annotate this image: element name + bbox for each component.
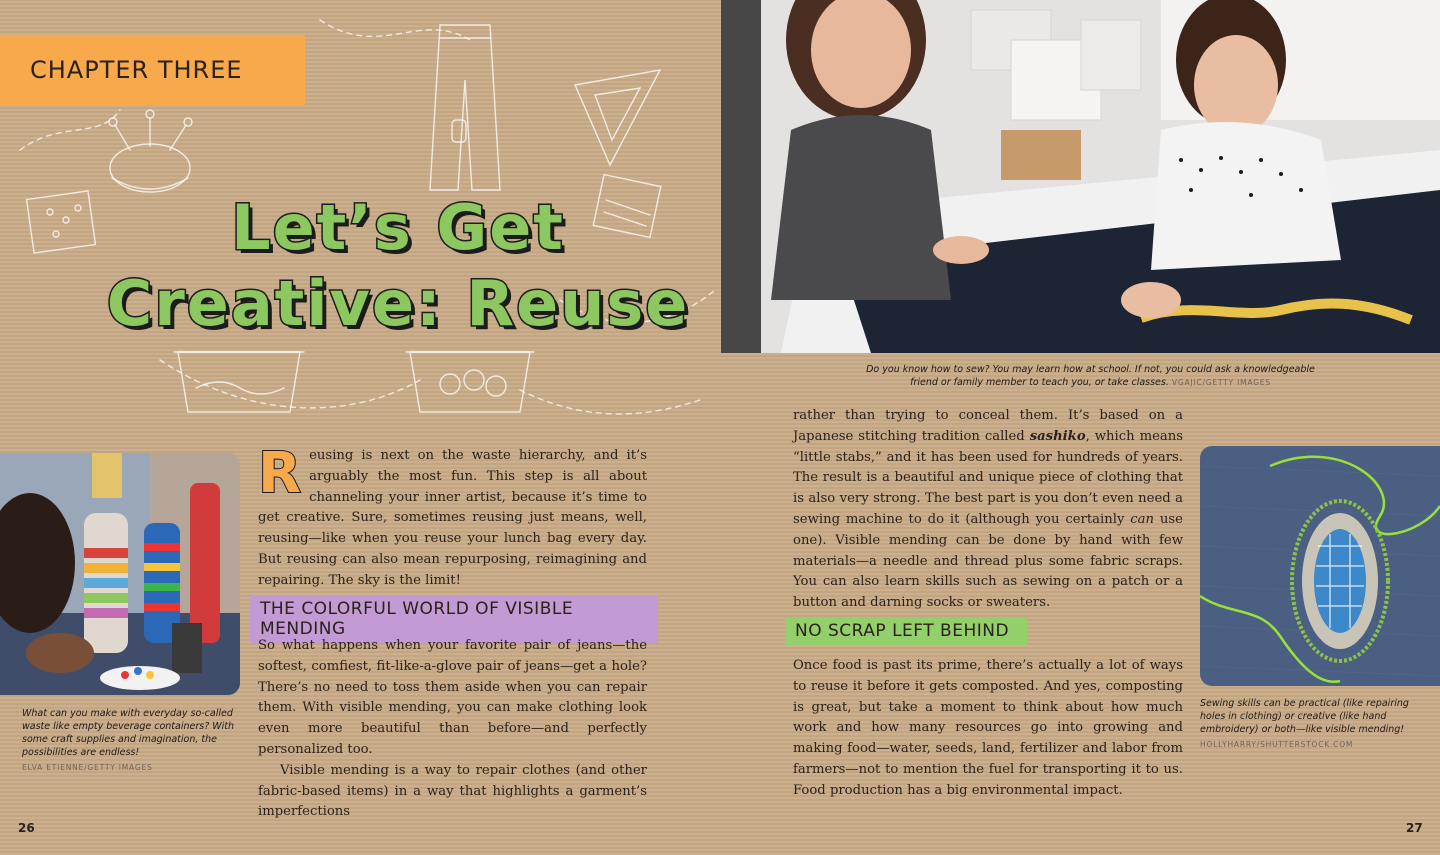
drop-cap: R bbox=[258, 441, 302, 506]
photo-girls-sewing bbox=[721, 0, 1440, 353]
photo-caption-top bbox=[858, 363, 1323, 389]
jeans-doodle bbox=[430, 25, 500, 190]
continued-text-part3: use one). Visible mending can be done by hand with few materials—a needle and thread plus some fabric scraps. You can also learn skills such as sewing on a patch or a button and darning socks or sweaters. bbox=[793, 511, 1183, 611]
intro-text: eusing is next on the waste hierarchy, and it’s arguably the most fun. This step is all about channeling your inner artist, because it’s time to get creative. Sure, sometimes reusing just means, well, reusing—like when you reuse your lunch bag every day. But reusing can also mean repurposing, reimagining and repairing. The sky is the limit! bbox=[258, 448, 647, 588]
caption-right-credit: HOLLYHARRY/SHUTTERSTOCK.COM bbox=[1200, 740, 1354, 749]
caption-left-credit: ELVA ETIENNE/GETTY IMAGES bbox=[22, 763, 153, 772]
photo-visible-mending-patch bbox=[1200, 446, 1440, 686]
no-scrap-body bbox=[793, 656, 1183, 802]
continued-paragraph bbox=[793, 406, 1183, 614]
sashiko-term: sashiko bbox=[1029, 428, 1086, 444]
section-heading-visible-mending: THE COLORFUL WORLD OF VISIBLE MENDING bbox=[250, 595, 658, 643]
photo-painted-bottles bbox=[0, 453, 240, 695]
ruler-triangle-doodle bbox=[575, 70, 660, 165]
chapter-title-line1: Let’s Get bbox=[231, 191, 565, 264]
pincushion-doodle bbox=[109, 110, 192, 192]
can-emphasis: can bbox=[1130, 511, 1155, 527]
visible-mending-body bbox=[258, 636, 647, 823]
chapter-title bbox=[78, 190, 718, 342]
caption-top-text: Do you know how to sew? You may learn how at school. If not, you could ask a knowledgeable friend or family member to teach you, or take classes. bbox=[866, 364, 1315, 388]
continued-text-part2: , which means “little stabs,” and it has been used for hundreds of years. The result is a beautiful and unique piece of clothing that is also very strong. The best part is you don’t even need a sewing machine to do it (although you certainly bbox=[793, 428, 1183, 527]
visible-mending-p1: So what happens when your favorite pair of jeans—the softest, comfiest, fit-like-a-glove pair of jeans—get a hole? There’s no need to toss them aside when you can repair them. With visible mending, you can make clothing look even more beautiful than before—and perfectly personalized too. bbox=[258, 638, 647, 757]
intro-paragraph bbox=[258, 441, 647, 592]
page-number-left: 26 bbox=[18, 821, 35, 835]
chapter-label: CHAPTER THREE bbox=[0, 35, 305, 105]
container-doodle bbox=[174, 352, 534, 412]
page-number-right: 27 bbox=[1406, 821, 1423, 835]
caption-right-text: Sewing skills can be practical (like repairing holes in clothing) or creative (like hand embroidery) or both—like visible mending! bbox=[1200, 698, 1409, 735]
caption-left-text: What can you make with everyday so-called waste like empty beverage containers? With some craft supplies and imagination, the possibilities are endless! bbox=[22, 708, 235, 758]
continued-text-part1: rather than trying to conceal them. It’s based on a Japanese stitching tradition called bbox=[793, 408, 1183, 444]
visible-mending-p2: Visible mending is a way to repair clothes (and other fabric-based items) in a way that highlights a garment’s imperfections bbox=[258, 762, 647, 820]
caption-top-credit: VGAJIC/GETTY IMAGES bbox=[1171, 378, 1271, 387]
no-scrap-p1: Once food is past its prime, there’s actually a lot of ways to reuse it before it gets composted. And yes, composting is great, but take a moment to think about how much work and how many resources go into growing and making food—water, seeds, land, fertilizer and labor from farmers—not to mention the fuel for transporting it to us. Food production has a big environmental impact. bbox=[793, 658, 1183, 798]
chapter-title-line2: Creative: Reuse bbox=[106, 267, 690, 340]
continued-text bbox=[793, 406, 1183, 614]
section-heading-no-scrap: NO SCRAP LEFT BEHIND bbox=[785, 617, 1027, 645]
photo-caption-right bbox=[1200, 697, 1415, 751]
photo-caption-left bbox=[22, 707, 237, 774]
